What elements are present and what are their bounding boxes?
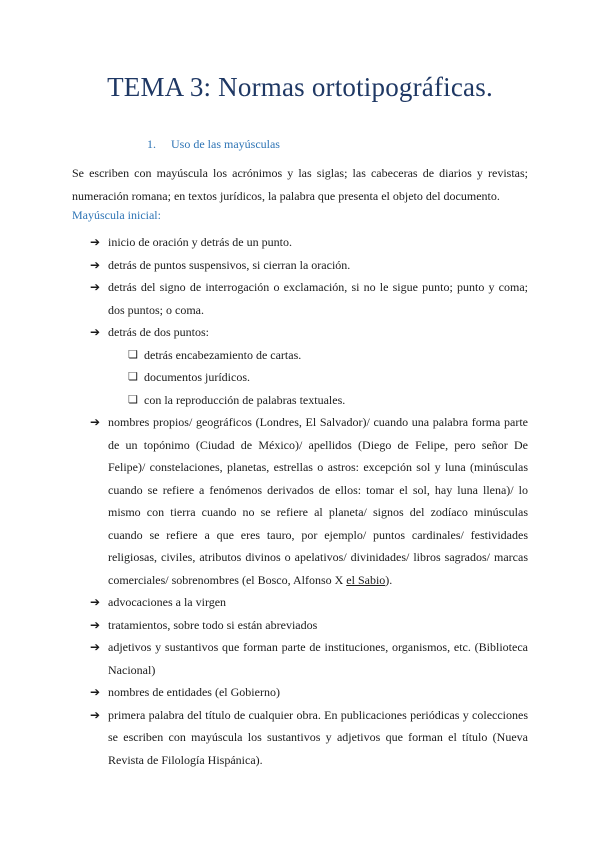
- arrow-right-icon: ➔: [90, 257, 101, 272]
- list-item: ➔ nombres de entidades (el Gobierno): [0, 681, 528, 704]
- section-heading: [147, 137, 280, 152]
- intro-paragraph: Se escriben con mayúscula los acrónimos y las siglas; las cabeceras de diarios y revistas; numeración romana; en textos jurídicos, la palabra que presenta el objeto del documento.: [72, 166, 528, 203]
- checkbox-icon: ❏: [128, 348, 138, 361]
- arrow-right-icon: ➔: [90, 280, 101, 294]
- page-title: TEMA 3: Normas ortotipográficas.: [107, 72, 493, 102]
- arrow-right-icon: ➔: [90, 707, 101, 722]
- section-label: Uso de las mayúsculas: [171, 137, 280, 151]
- sub-list-item: ❏ documentos jurídicos.: [0, 366, 528, 389]
- list-item: ➔ nombres propios/ geográficos (Londres, El Salvador)/ cuando una palabra forma parte de un topónimo (Ciudad de México)/ apellidos (Diego de Felipe, pero señor De Felipe)/ constelaciones, planetas, estrellas o astros: excepción sol y luna (minúsculas cuando se refiere a fenómenos derivados de ellos: tomar el sol, hay luna llena)/ lo mismo con tierra cuando no se refiere al planeta/ signos del zodíaco minúsculas cuando se refiere a que eres tauro, por ejemplo/ puntos cardinales/ festividades religiosas, civiles, atributos divinos o apelativos/ divinidades/ libros sagrados/ marcas comerciales/ sobrenombres (el Bosco, Alfonso X el Sabio).: [0, 411, 528, 591]
- list-item: ➔ advocaciones a la virgen: [0, 591, 528, 614]
- sub-list-item: ❏ detrás encabezamiento de cartas.: [0, 344, 528, 367]
- list-item: ➔ detrás del signo de interrogación o exclamación, si no le sigue punto; punto y coma; dos puntos; o coma.: [0, 276, 528, 321]
- section-number: 1.: [147, 137, 156, 151]
- bullet-list: [0, 231, 600, 771]
- arrow-right-icon: ➔: [90, 235, 101, 249]
- arrow-right-icon: ➔: [90, 685, 101, 699]
- arrow-right-icon: ➔: [90, 640, 101, 654]
- list-item: ➔ primera palabra del título de cualquier obra. En publicaciones periódicas y colecciones se escriben con mayúscula los sustantivos y adjetivos que forman el título (Nueva Revista de Filología Hispánica).: [0, 704, 528, 772]
- arrow-right-icon: ➔: [90, 415, 101, 429]
- list-item: ➔ inicio de oración y detrás de un punto.: [0, 231, 528, 254]
- list-item: ➔ adjetivos y sustantivos que forman parte de instituciones, organismos, etc. (Biblioteca Nacional): [0, 636, 528, 681]
- sub-list-item: ❏ con la reproducción de palabras textuales.: [0, 389, 528, 412]
- list-item: ➔ detrás de dos puntos:: [0, 321, 528, 344]
- arrow-right-icon: ➔: [90, 617, 101, 632]
- list-item: ➔ tratamientos, sobre todo si están abreviados: [0, 614, 528, 637]
- list-item: ➔ detrás de puntos suspensivos, si cierran la oración.: [0, 254, 528, 277]
- checkbox-icon: ❏: [128, 393, 138, 406]
- arrow-right-icon: ➔: [90, 595, 101, 609]
- arrow-right-icon: ➔: [90, 325, 101, 339]
- subheading: Mayúscula inicial:: [72, 208, 161, 222]
- checkbox-icon: ❏: [128, 371, 138, 383]
- underlined-text: el Sabio: [346, 572, 386, 587]
